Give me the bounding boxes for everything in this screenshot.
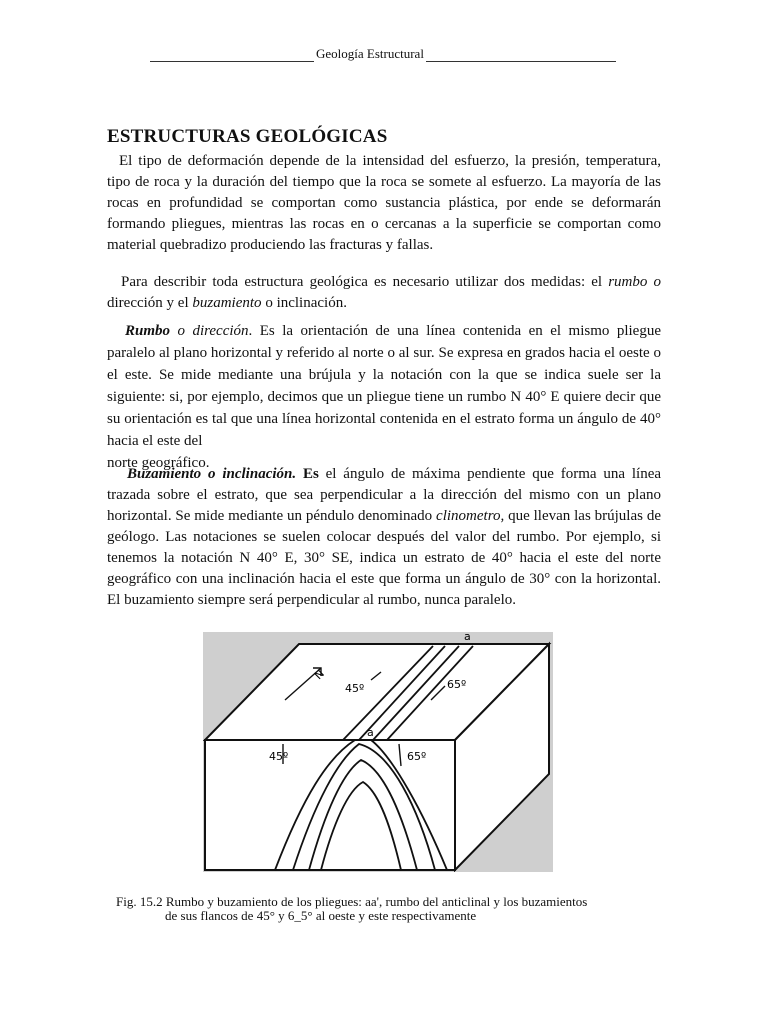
north-arrow-label: N [311, 667, 327, 683]
paragraph-rumbo [107, 320, 661, 474]
paragraph-intro: El tipo de deformación depende de la intensidad del esfuerzo, la presión, temperatura, tipo de roca y la duración del tiempo que la roca se somete al esfuerzo. La mayoría de las rocas en profundidad se comportan como sustancia plástica, por ende se deformarán formando pliegues, mientras las rocas en o cercanas a la superficie se comportan como material quebradizo produciendo las fracturas y fallas. [107, 153, 661, 253]
caption-line-1: Fig. 15.2 Rumbo y buzamiento de los pliegues: aa', rumbo del anticlinal y los buzamientos [116, 894, 588, 909]
word-es: Es [296, 466, 319, 482]
term-rumbo-bold: Rumbo [125, 323, 171, 339]
text: Para describir toda estructura geológica es necesario utilizar dos medidas: el [121, 274, 609, 290]
dip-45-front-label: 45º [269, 750, 289, 763]
text: que llevan las brújulas de geólogo. Las notaciones se suelen colocar después del valor del rumbo. Por ejemplo, si tenemos la notación N 40° E, 30° SE, indica un estrato de 40° hacia el este del norte geográfico con una inclinación hacia el este que forma un ángulo de 30° con la horizontal. El buzamiento siempre será perpendicular al rumbo, nunca paralelo. [107, 508, 661, 608]
dip-65-front-label: 65º [407, 750, 427, 763]
term-clinometro: clinometro, [436, 508, 505, 524]
term-buzamiento: buzamiento [192, 295, 262, 311]
dip-45-top-label: 45º [345, 682, 365, 695]
paragraph-buzamiento [107, 464, 661, 611]
text: . Es la orientación de una línea contenida en el mismo pliegue paralelo al plano horizontal y referido al norte o al sur. Se expresa en grados hacia el oeste o el este. Se mide mediante una brújula y la notación con la que se indica suele ser la siguiente: si, por ejemplo, decimos que un pliegue tiene un rumbo N 40° E quiere decir que su orientación es tal que una línea horizontal contenida en el estrato forma un ángulo de 40° hacia el este del [107, 323, 661, 449]
section-title: ESTRUCTURAS GEOLÓGICAS [107, 126, 388, 147]
caption-line-2: de sus flancos de 45° y 6_5° al oeste y este respectivamente [165, 908, 477, 923]
header-text: Geología Estructural [316, 46, 424, 61]
figure-caption [116, 895, 664, 923]
dip-65-top-label: 65º [447, 678, 467, 691]
label-a-top: a [464, 632, 471, 643]
text: o inclinación. [261, 295, 347, 311]
term-direccion: o dirección [170, 323, 249, 339]
running-header [150, 46, 616, 62]
fold-block-diagram [203, 632, 553, 872]
paragraph-measures [107, 272, 661, 314]
term-rumbo: rumbo o [608, 274, 661, 290]
text: el ángulo de máxima pendiente que forma una línea trazada sobre el estrato, que sea perpendicular a la dirección del mismo con un plano horizontal. Se mide mediante un péndulo denominado [107, 466, 662, 524]
text: norte geográfico. [107, 455, 210, 471]
label-a-mid: a [367, 726, 374, 739]
text: dirección y el [107, 295, 193, 311]
term-buzamiento-inclinacion: Buzamiento o inclinación. [127, 466, 297, 482]
